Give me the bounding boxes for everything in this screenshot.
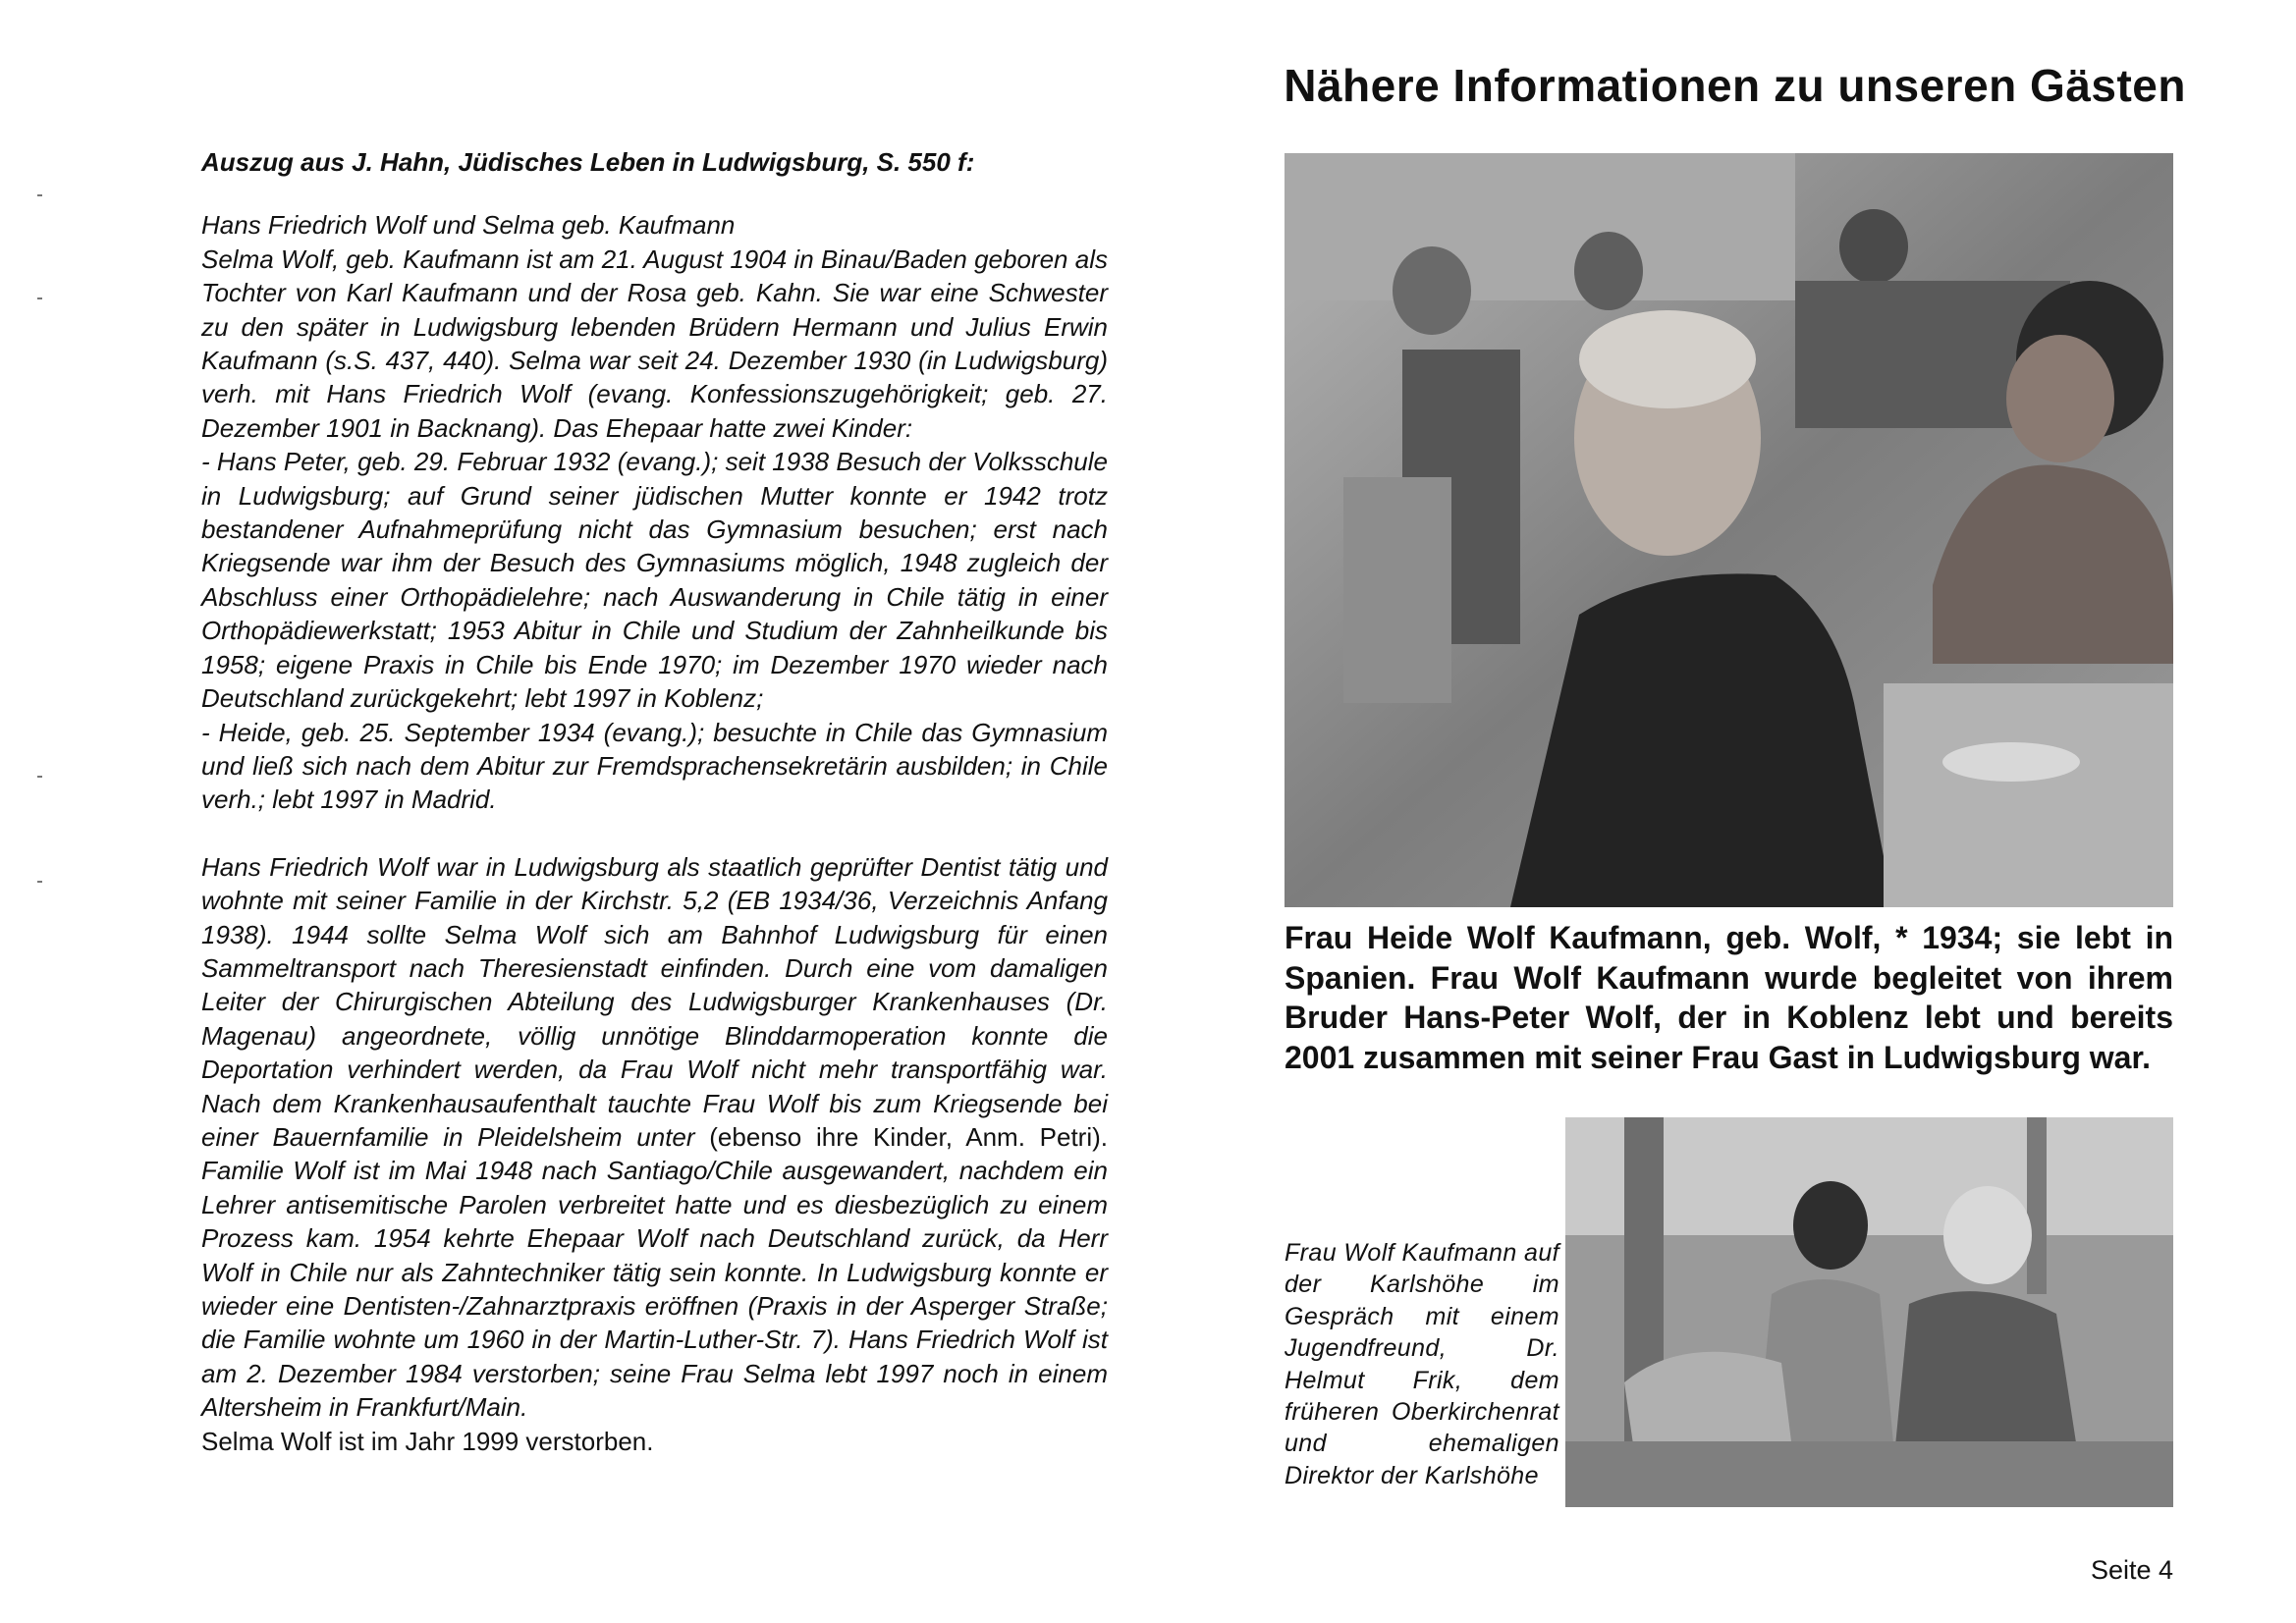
- left-column: [201, 145, 1108, 1458]
- names-line: Hans Friedrich Wolf und Selma geb. Kaufmann: [201, 210, 736, 241]
- photo-karlshoehe-image: [1565, 1117, 2173, 1507]
- photo-karlshoehe-conversation: [1565, 1117, 2173, 1507]
- scan-mark: [37, 298, 42, 299]
- scan-mark: [37, 194, 42, 196]
- history-part-a: Hans Friedrich Wolf war in Ludwigsburg als staatlich geprüfter Dentist tätig und wohnte mit seiner Familie in der Kirchstr. 5,2 (EB 1934/36, Verzeichnis Anfang 1938). 1944 sollte Selma Wolf sich am Bahnhof Ludwigsburg für einen Sammeltransport nach Theresienstadt einfinden. Durch eine vom damaligen Leiter der Chirurgischen Abteilung des Ludwigsburger Krankenhauses (Dr. Magenau) angeordnete, völlig unnötige Blinddarmoperation konnte die Deportation verhindert werden, da Frau Wolf nicht mehr transportfähig war. Nach dem Krankenhausaufenthalt tauchte Frau Wolf bis zum Kriegsende bei einer Bauernfamilie in Pleidelsheim unter: [201, 851, 1108, 1152]
- excerpt-heading: Auszug aus J. Hahn, Jüdisches Leben in Ludwigsburg, S. 550 f:: [201, 147, 975, 177]
- paragraph-biography: Selma Wolf, geb. Kaufmann ist am 21. August 1904 in Binau/Baden geboren als Tochter von Karl Kaufmann und der Rosa geb. Kahn. Sie war eine Schwester zu den später in Ludwigsburg lebenden Brüdern Hermann und Julius Erwin Kaufmann (s.S. 437, 440). Selma war seit 24. Dezember 1930 (in Ludwigsburg) verh. mit Hans Friedrich Wolf (evang. Konfessionszugehörigkeit; geb. 27. Dezember 1901 in Backnang). Das Ehepaar hatte zwei Kinder:: [201, 243, 1108, 443]
- caption-small-photo: Frau Wolf Kaufmann auf der Karlshöhe im Gespräch mit einem Jugendfreund, Dr. Helmut Frik, dem früheren Oberkirchenrat und ehemaligen Direktor der Karlshöhe: [1285, 1239, 1559, 1489]
- paragraph-gap: [201, 817, 1108, 850]
- child-hans-peter: - Hans Peter, geb. 29. Februar 1932 (evang.); seit 1938 Besuch der Volksschule in Ludwigsburg; auf Grund seiner jüdischen Mutter konnte er 1942 trotz bestandener Aufnahmeprüfung nicht das Gymnasium besuchen; erst nach Kriegsende war ihm der Besuch des Gymnasiums möglich, 1948 zugleich der Abschluss einer Orthopädielehre; nach Auswanderung in Chile tätig in einer Orthopädiewerkstatt; 1953 Abitur in Chile und Studium der Zahnheilkunde bis 1958; eigene Praxis in Chile bis Ende 1970; im Dezember 1970 wieder nach Deutschland zurückgekehrt; lebt 1997 in Koblenz;: [201, 447, 1108, 714]
- photo-dinner-image: [1285, 153, 2173, 907]
- caption-main-photo: Frau Heide Wolf Kaufmann, geb. Wolf, * 1934; sie lebt in Spanien. Frau Wolf Kaufmann wurde begleitet von ihrem Bruder Hans-Peter Wolf, der in Koblenz lebt und bereits 2001 zusammen mit seiner Frau Gast in Ludwigsburg war.: [1285, 920, 2173, 1075]
- history-part-note: (ebenso ihre Kinder, Anm. Petri).: [694, 1121, 1108, 1152]
- history-part-c: Familie Wolf ist im Mai 1948 nach Santiago/Chile ausgewandert, nachdem ein Lehrer antisemitische Parolen verbreitet hatte und es diesbezüglich zu einem Prozess kam. 1954 kehrte Ehepaar Wolf nach Deutschland zurück, da Herr Wolf in Chile nur als Zahntechniker tätig sein konnte. In Ludwigsburg konnte er wieder eine Dentisten-/Zahnarztpraxis eröffnen (Praxis in der Asperger Straße; die Familie wohnte um 1960 in der Martin-Luther-Str. 7). Hans Friedrich Wolf ist am 2. Dezember 1984 verstorben; seine Frau Selma lebt 1997 noch in einem Altersheim in Frankfurt/Main.: [201, 1156, 1108, 1423]
- page-number: Seite 4: [2090, 1555, 2173, 1585]
- final-note: Selma Wolf ist im Jahr 1999 verstorben.: [201, 1426, 654, 1456]
- scan-mark: [37, 776, 42, 778]
- scan-mark: [37, 881, 42, 883]
- photo-dinner-guests: [1285, 153, 2173, 907]
- paragraph-history: [201, 850, 1108, 1425]
- child-heide: - Heide, geb. 25. September 1934 (evang.); besuchte in Chile das Gymnasium und ließ sich nach dem Abitur zur Fremdsprachensekretärin ausbilden; in Chile verh.; lebt 1997 in Madrid.: [201, 717, 1108, 815]
- page-title: Nähere Informationen zu unseren Gästen: [1284, 60, 2186, 111]
